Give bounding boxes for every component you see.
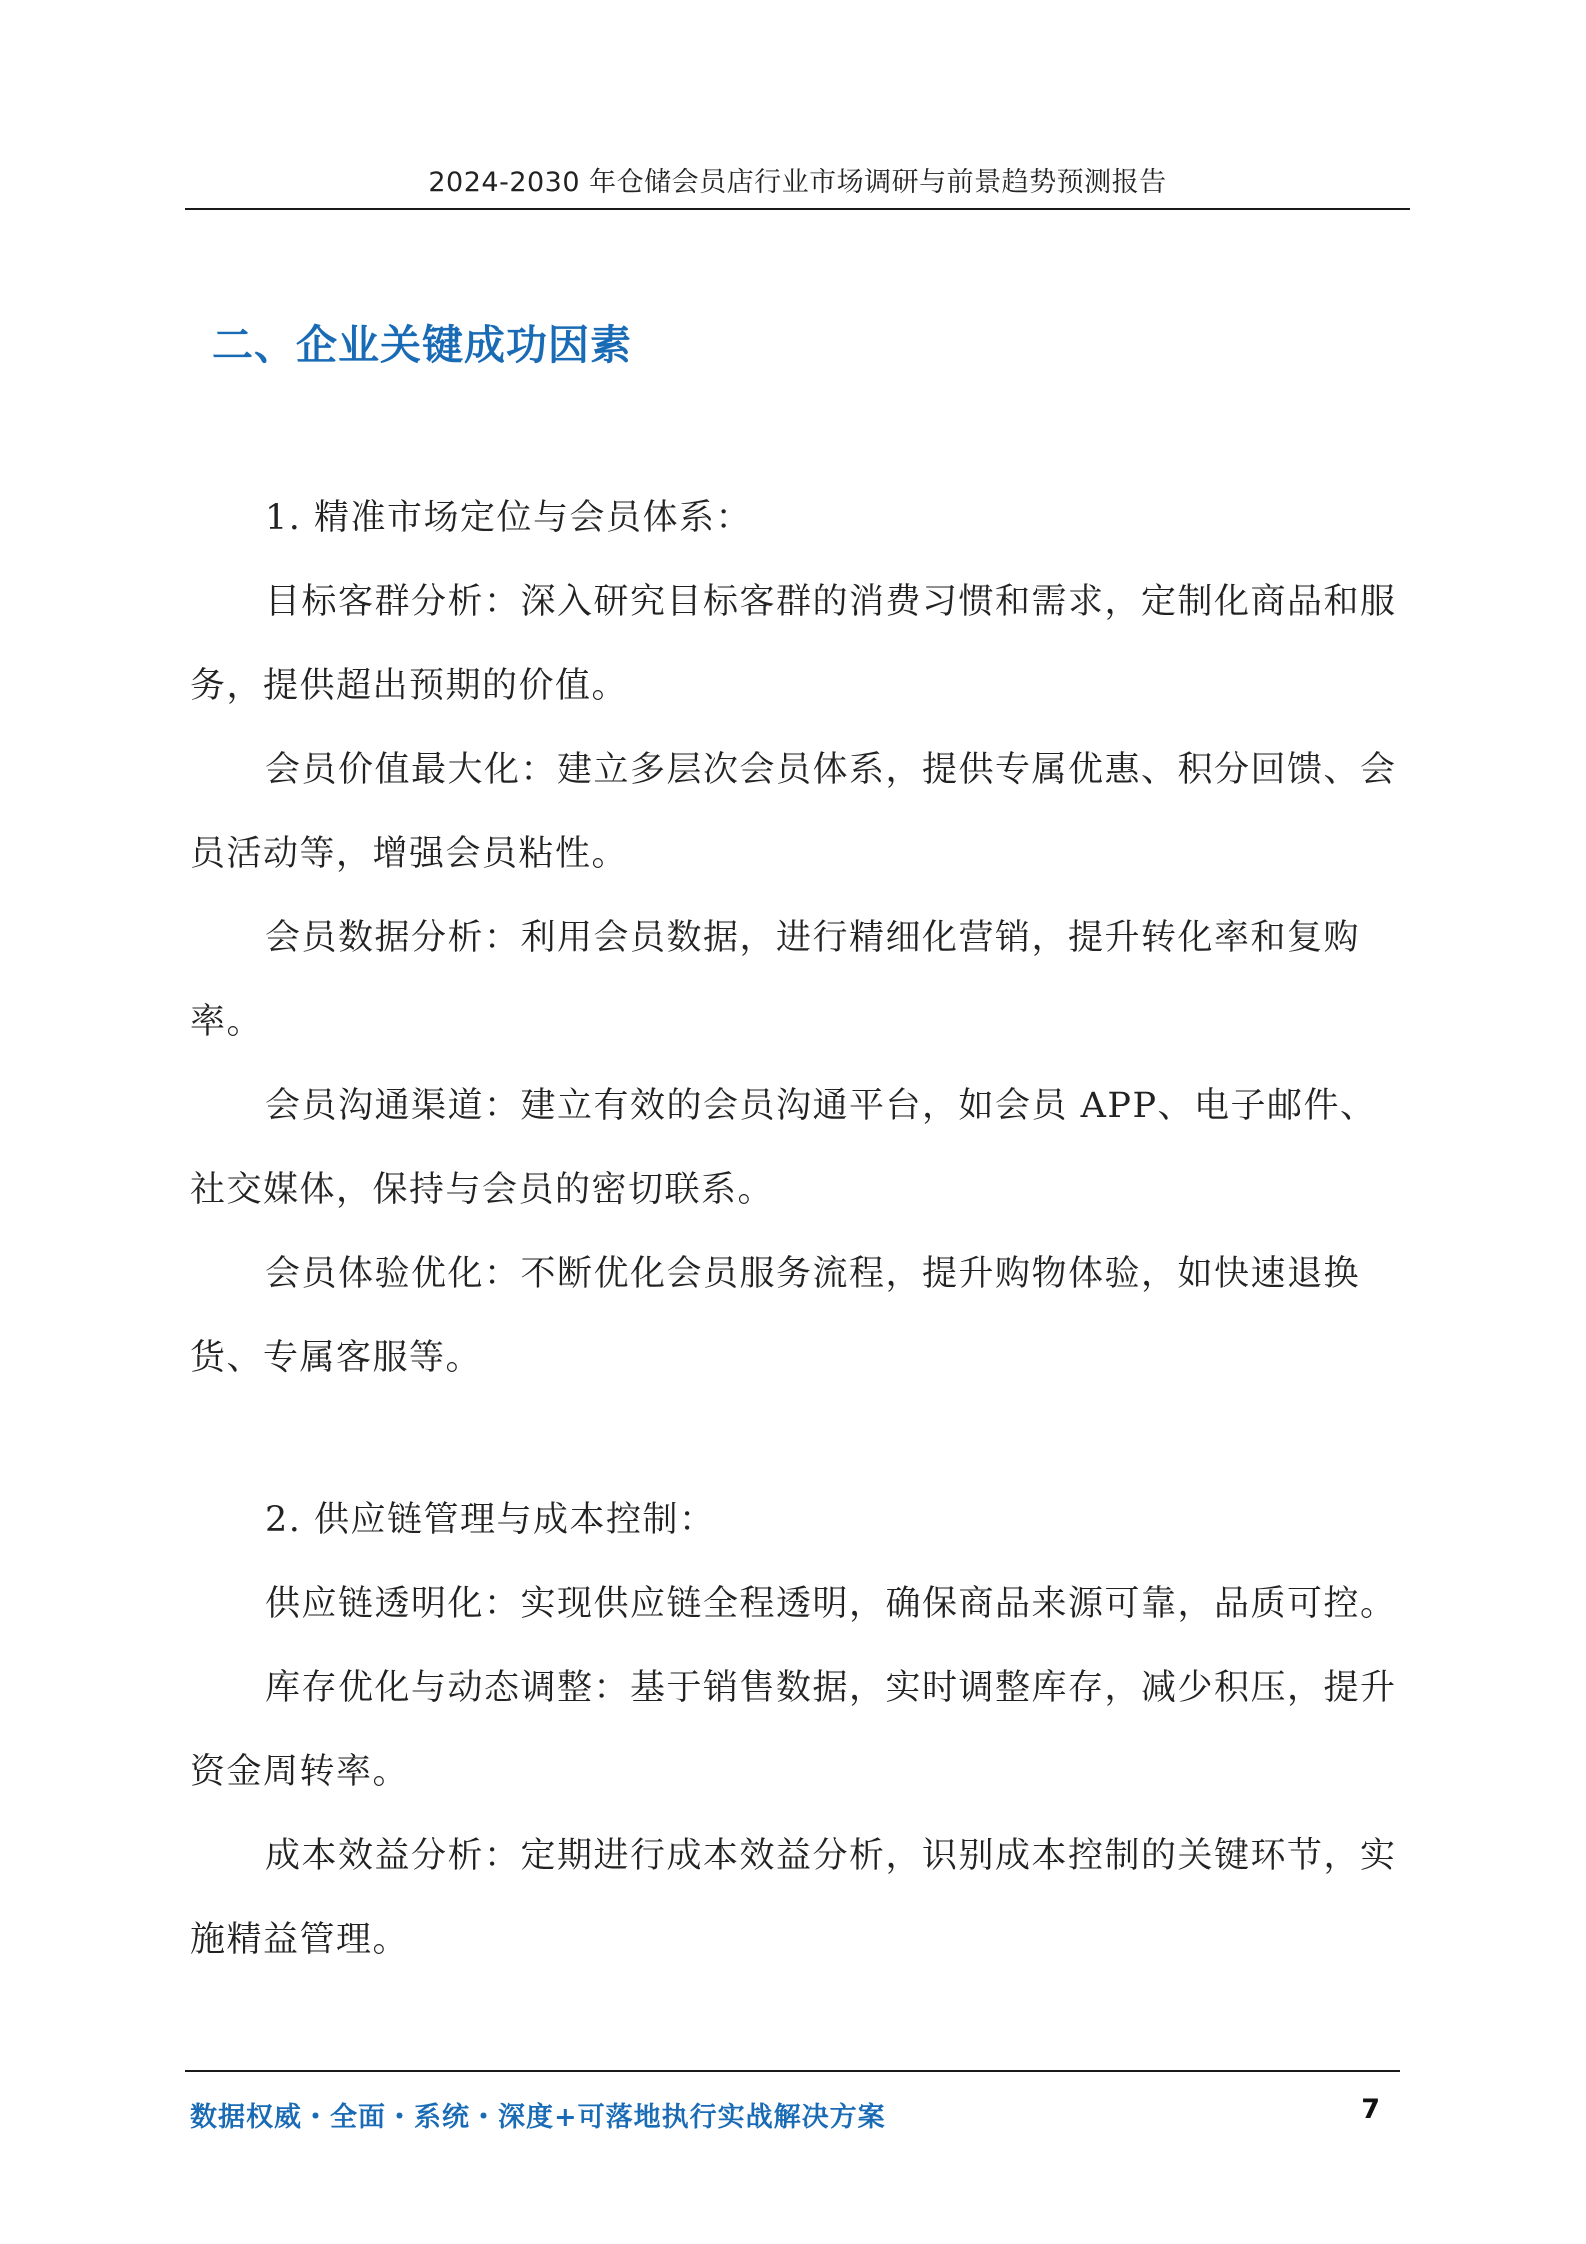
- content-block-1: [190, 476, 1400, 1400]
- subsection-title: 2. 供应链管理与成本控制：: [265, 1500, 716, 1540]
- footer-divider: [185, 2070, 1400, 2072]
- paragraph: 会员价值最大化：建立多层次会员体系，提供专属优惠、积分回馈、会员活动等，增强会员粘性。: [190, 750, 1397, 874]
- page-number: 7: [1361, 2094, 1380, 2125]
- paragraph: 会员体验优化：不断优化会员服务流程，提升购物体验，如快速退换货、专属客服等。: [190, 1254, 1361, 1378]
- paragraph: 会员数据分析：利用会员数据，进行精细化营销，提升转化率和复购率。: [190, 918, 1361, 1042]
- paragraph: 成本效益分析：定期进行成本效益分析，识别成本控制的关键环节，实施精益管理。: [190, 1836, 1397, 1960]
- section-heading: 二、企业关键成功因素: [212, 321, 632, 369]
- report-header-title: 2024-2030 年仓储会员店行业市场调研与前景趋势预测报告: [428, 167, 1167, 198]
- paragraph: 会员沟通渠道：建立有效的会员沟通平台，如会员 APP、电子邮件、社交媒体，保持与会员的密切联系。: [190, 1086, 1377, 1210]
- paragraph: 库存优化与动态调整：基于销售数据，实时调整库存，减少积压，提升资金周转率。: [190, 1668, 1397, 1792]
- footer-slogan: 数据权威・全面・系统・深度+可落地执行实战解决方案: [190, 2102, 886, 2133]
- content-block-2: [190, 1478, 1400, 1982]
- header-divider: [185, 208, 1410, 210]
- paragraph: 目标客群分析：深入研究目标客群的消费习惯和需求，定制化商品和服务，提供超出预期的价值。: [190, 582, 1397, 706]
- subsection-title: 1. 精准市场定位与会员体系：: [265, 498, 753, 538]
- paragraph: 供应链透明化：实现供应链全程透明，确保商品来源可靠，品质可控。: [265, 1584, 1397, 1624]
